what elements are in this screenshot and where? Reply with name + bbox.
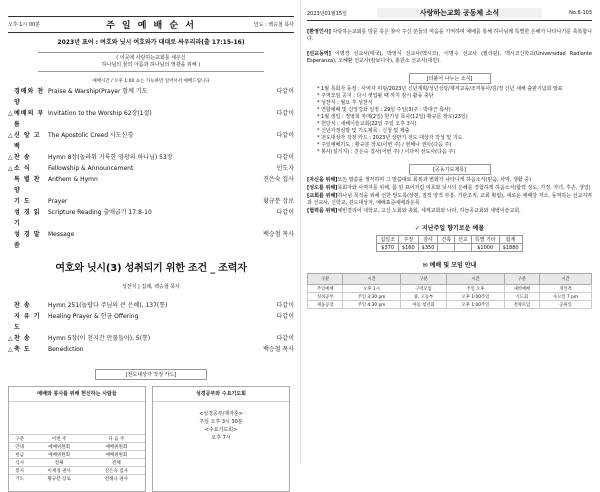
- news-item: * 연합예배 및 신앙강좌 일정 : 29일 주일(3)주 : 박대근 목사): [317, 107, 451, 113]
- volunteers-cell: 전체: [88, 459, 145, 467]
- prayer-item: [307, 193, 592, 207]
- worship-cell: 구역모임: [400, 285, 446, 293]
- offering-header-cell: 십일조: [377, 236, 399, 244]
- order-row: [8, 130, 294, 152]
- order-item-name: 신 앙 고 백: [14, 132, 41, 150]
- worship-cell: 주일 오후: [447, 285, 504, 293]
- order-item-name: 성 경 말 씀: [14, 231, 41, 249]
- order-row: [8, 163, 294, 174]
- volunteers-table: [9, 434, 145, 482]
- worship-order-list-2: [8, 300, 294, 355]
- volunteers-cell: 식사: [9, 459, 31, 467]
- order-item-name: 찬 송: [14, 302, 31, 309]
- order-item-detail: Healing Prayer & 헌금 Offering: [48, 313, 139, 320]
- order-item-name: 예배의 부름: [14, 110, 45, 128]
- order-row: [8, 229, 294, 251]
- order-row: [8, 300, 294, 311]
- order-mark: △: [8, 132, 13, 139]
- welcome-paragraph: [307, 29, 592, 43]
- volunteers-cell: 기도: [9, 475, 31, 483]
- order-item-name: 경배와 찬양: [14, 88, 45, 106]
- order-item-name: 소 식: [14, 165, 31, 172]
- worship-cell: 성경공부: [308, 293, 343, 301]
- info-boxes: [8, 386, 294, 492]
- volunteers-cell: 예배위원회: [31, 451, 88, 459]
- volunteers-cell: 이번 주: [31, 435, 88, 443]
- offering-value-cell: [438, 244, 455, 252]
- volunteers-cell: 전체: [31, 459, 88, 467]
- bible-study-box: [152, 386, 290, 492]
- order-mark: △: [8, 165, 13, 172]
- worship-row: [308, 293, 592, 301]
- volunteers-cell: 예배위원회: [88, 451, 145, 459]
- prayer-label: [성도를 위해]: [307, 185, 338, 191]
- order-item-person: 다같이: [276, 110, 294, 117]
- news-item: * 신년가정심방 및 기도제목 : 신청 및 제출: [317, 128, 410, 134]
- worship-order-header: [8, 16, 294, 33]
- worship-cell: 주일 4:30 pm: [343, 301, 400, 309]
- order-item-person: 다같이: [276, 209, 294, 216]
- prayer-item: [307, 177, 592, 184]
- order-item-person: 다같이: [276, 132, 294, 139]
- order-mark: △: [8, 346, 13, 353]
- worship-guide-table: [307, 273, 592, 309]
- prayer-text: 모든 말씀을 생각하며 그 말씀대로 회복과 변화가 나타나게 하옵소서(믿음, 사역, 생활 중): [337, 177, 532, 183]
- offering-title: ✓ 지난주일 향기로운 예물: [414, 225, 485, 232]
- bible-study-schedule: [153, 410, 289, 442]
- order-item-person: 백승철 목사: [263, 346, 294, 353]
- worship-header-row: [308, 274, 592, 285]
- worship-cell: 주일예배: [308, 285, 343, 293]
- worship-cell: 수요일 7 pm: [540, 293, 592, 301]
- news-item: * 1월 생일 : 정영희 자매(2일) 한기성 목사(12일) 황규문 장로(23일): [317, 114, 468, 120]
- offering-value-cell: $1000: [471, 244, 499, 252]
- volunteers-cell: 예배위원회: [88, 443, 145, 451]
- news-item: * 구역모임 공지 : 다시 셋업될 때 까지 잠시 활동 중단: [317, 93, 434, 99]
- order-row: [8, 311, 294, 333]
- order-item-detail: Message: [48, 231, 75, 238]
- order-item-name: 특 별 찬 양: [14, 176, 41, 194]
- order-row: [8, 174, 294, 196]
- order-item-person: 다같이: [276, 335, 294, 342]
- worship-cell: 오후 1시: [343, 285, 400, 293]
- prayer-text: 예빈결리어 대학교, 고신 노회와 총회, 세계교회와 나라, 하늘공교회와 새벽이슬교회.: [337, 208, 521, 214]
- volunteers-row: [9, 467, 145, 475]
- worship-cell: 오후 1:00주일: [447, 301, 504, 309]
- volunteers-header-row: [9, 435, 145, 443]
- worship-header-cell: 시간: [540, 274, 592, 285]
- bulletin-date: 2023년01월15일: [307, 10, 347, 17]
- news-list: [307, 86, 592, 156]
- prayer-label: [협력을 위해]: [307, 208, 338, 214]
- volunteers-row: [9, 459, 145, 467]
- worship-cell: 아동 청년회: [400, 301, 446, 309]
- order-item-person: 다같이: [276, 313, 294, 320]
- bulletin-number: No.6-103: [569, 10, 592, 16]
- volunteers-cell: 다 음 주: [88, 435, 145, 443]
- worship-header-cell: 시간: [343, 274, 400, 285]
- worship-order-title: 주 일 예 배 순 서: [106, 21, 196, 31]
- missionary-label: [선교동역]: [307, 51, 331, 57]
- offering-value-cell: [455, 244, 472, 252]
- offering-header-cell: 주정: [398, 236, 418, 244]
- volunteers-cell: 봉사: [9, 467, 31, 475]
- offering-header-cell: 선교: [455, 236, 472, 244]
- schedule-line: <수요기도회>: [204, 427, 238, 433]
- worship-row: [308, 301, 592, 309]
- schedule-line: 주일 오후 3시 30분: [199, 419, 243, 425]
- left-page: [0, 0, 300, 482]
- welcome-text: 사랑하는교회를 방문 혹은 찾아 주신 분들의 마음을 기억하며 예배를 통해 하나님께 특별한 은혜가 나타나기를 축복합니다.: [307, 29, 592, 42]
- year-motto: 2023년 표어 : 여호와 닛시 여호와가 대대로 싸우리라(출 17:15-16): [57, 39, 245, 46]
- worship-cell: 공휴일: [540, 301, 592, 309]
- order-item-name: 찬 송: [14, 154, 31, 161]
- worship-note: 예배시간 / 오후 1:00 쇼는 가능하면 일어서서 예배드립니다: [92, 79, 210, 84]
- volunteers-cell: 구분: [9, 435, 31, 443]
- offering-value-cell: $370: [377, 244, 399, 252]
- volunteers-cell: 전해나 권사: [88, 475, 145, 483]
- order-item-detail: Fellowship & Announcement: [48, 165, 134, 172]
- prayer-label: [자신을 위해]: [307, 177, 338, 183]
- order-item-detail: The Apostolic Creed 사도신경: [48, 132, 134, 139]
- order-row: [8, 196, 294, 207]
- order-item-person: 인도자: [276, 165, 294, 172]
- worship-order-list: [8, 86, 294, 251]
- offering-value-cell: $160: [398, 244, 418, 252]
- order-item-name: 축 도: [14, 346, 31, 353]
- news-item: * 성찬식 : 월요 후 성찬식: [317, 100, 373, 106]
- worship-cell: 주일 3:30 pm: [343, 293, 400, 301]
- worship-header-cell: 시간: [447, 274, 504, 285]
- volunteers-cell: 진은숙 집사: [88, 467, 145, 475]
- news-item: * 1월 목회자 동정 : 사역자 미팅/2023년 신년계획/성년성탕/제직교육/조직봉사/김/정 신년 새해 출판기념회 발표: [317, 86, 563, 92]
- order-item-detail: Hymn 8장(놀라워 거룩한 영광의 하나님) 53장: [48, 154, 173, 161]
- worship-cell: 제품공장: [308, 301, 343, 309]
- worship-header-cell: 구분: [308, 274, 343, 285]
- order-item-person: 진은숙 집사: [263, 176, 294, 183]
- worship-guide-title-text: 예배 및 모임 안내: [429, 262, 477, 269]
- news-item: * 헌당식 : 새해이슬교회(22일 주일 오후 3시): [317, 121, 417, 127]
- schedule-line: 오후 7시: [211, 435, 231, 441]
- service-leader: 인도 : 백승철 목사: [253, 22, 294, 28]
- order-item-detail: Anthem & Hymn: [48, 176, 98, 183]
- worship-cell: 오후 1:00주일: [447, 293, 504, 301]
- news-title: 사랑하는교회 공동체 소식: [377, 8, 542, 18]
- offering-value-cell: $1880: [499, 244, 522, 252]
- order-row: [8, 108, 294, 130]
- news-section-header: [더불어 나누는 소식]: [409, 73, 491, 84]
- order-item-name: 기 도: [14, 198, 31, 205]
- prayer-section-header: [공동기도제목]: [409, 164, 491, 175]
- prayer-item: [307, 208, 592, 215]
- order-row: [8, 152, 294, 163]
- order-item-detail: Benediction: [48, 346, 84, 353]
- volunteers-title: 예배와 봉사를 위해 헌신하는 사람들: [9, 387, 145, 402]
- volunteers-row: [9, 451, 145, 459]
- communion-note: 성찬식 | 집례, 백승철 목사: [122, 284, 180, 290]
- worship-cell: 새벽예배: [504, 285, 539, 293]
- order-item-person: 백승철 목사: [263, 231, 294, 238]
- order-item-detail: Hymn 5장(이 천지간 만물들아), 5(통): [48, 335, 151, 342]
- welcome-label: [환영인사]: [307, 29, 331, 35]
- order-item-person: 황규분 장로: [263, 198, 294, 205]
- missionary-text: 이병경 선교사(태국), 박영식 선교사(멕시코), 이명수 선교사 (필리핀), 멕시코신학교(Universidad Radiante Esperanza), 오혜환 선교사(캄보디아), 홍원소 선교사(대만).: [307, 51, 592, 64]
- offering-value-row: [377, 244, 522, 252]
- offering-header-cell: 합계: [499, 236, 522, 244]
- offering-header-row: [377, 236, 522, 244]
- news-item: * 봉사(설거지) : 진은숙 집사(이번 주) / 이다미 전도사(다음 주): [317, 149, 456, 155]
- offering-header-cell: 감사: [418, 236, 438, 244]
- volunteers-cell: 안내: [9, 443, 31, 451]
- prayer-text: 목회자와 사역자를 위해, 몸 된 표어처럼 여호와 닛시의 은혜를 경험하게 하옵소서(합력 성도: 가정, 자녀, 후손, 생업): [337, 185, 591, 191]
- order-item-detail: Scripture Reading 출애굽기 17:8-10: [48, 209, 152, 216]
- order-item-detail: Prayer: [48, 198, 68, 205]
- offering-title-text: 지난주일 향기로운 예물: [421, 225, 485, 232]
- prayer-item: [307, 185, 592, 192]
- order-item-detail: Praise & Warship(Prayer 함께 기도: [48, 88, 148, 95]
- volunteers-row: [9, 443, 145, 451]
- order-item-detail: Hymn 251(놀랍다 주님의 큰 은혜), 137(통): [48, 302, 168, 309]
- missionary-paragraph: [307, 51, 592, 65]
- offering-header-cell: 건축: [438, 236, 455, 244]
- volunteers-cell: 예배위원회: [31, 443, 88, 451]
- service-time: 오후 1시 00분: [8, 22, 41, 28]
- schedule-line: <성경공부/제자훈>: [199, 411, 243, 417]
- worship-header-cell: 구분: [504, 274, 539, 285]
- prayer-text: 하나님 목적을 위해 선한 말도록(상천, 질적 양적 부흥, 기관조직, 교회 확립), 새로운 예배당 처소, 동역하는 선교지역과 선교사, 신학교, 전도대상자, 예배표준예배과운목: [307, 193, 592, 206]
- sermon-title: 여호와 닛시(3) 성취되기 위한 조건 _ 조력자: [55, 263, 247, 274]
- bible-study-title: 성경공부와 수요기도회: [153, 387, 289, 402]
- order-row: [8, 333, 294, 344]
- order-row: [8, 207, 294, 229]
- order-mark: △: [8, 110, 13, 117]
- news-header: [307, 6, 592, 21]
- order-item-person: 다같이: [276, 154, 294, 161]
- vision-line: ( 이곳에 사랑하는교회를 세우신: [116, 55, 186, 61]
- volunteers-cell: 이재경 권사: [31, 467, 88, 475]
- news-item: * 전도대상자 작정 카드 : 2023년 상반기 전도 대상자 작성 및 기도: [317, 135, 463, 141]
- order-item-name: 지 유 기 도: [14, 313, 41, 331]
- right-page: [300, 0, 600, 464]
- order-item-person: 다같이: [276, 88, 294, 95]
- worship-cell: 중, 고등부: [400, 293, 446, 301]
- order-mark: △: [8, 335, 13, 342]
- church-vision: [38, 52, 264, 72]
- order-row: [8, 344, 294, 355]
- worship-header-cell: 구분: [400, 274, 446, 285]
- prayer-label: [교회를 위해]: [307, 193, 338, 199]
- offering-header-cell: 특별 기타: [471, 236, 499, 244]
- worship-cell: 전략모임: [504, 301, 539, 309]
- evangelism-card-header: [전도대상자 작정 카드]: [95, 369, 207, 380]
- order-item-name: 찬 송: [14, 335, 31, 342]
- worship-row: [308, 285, 592, 293]
- vision-line: 하나님의 꿈의 아름과 하나님의 영광을 위해 ): [101, 62, 201, 68]
- news-item: * 주일예배기도 : 황규분 장로(이번 주) / 현해나 권사(다음 주): [317, 142, 452, 148]
- offering-table: [376, 235, 522, 252]
- volunteers-cell: 황규분 장로: [31, 475, 88, 483]
- volunteers-row: [9, 475, 145, 483]
- order-item-detail: Invitation to the Worship 62장(1절): [48, 110, 152, 117]
- order-row: [8, 86, 294, 108]
- worship-cell: 기도회: [504, 293, 539, 301]
- prayer-list: [307, 177, 592, 215]
- order-mark: △: [8, 154, 13, 161]
- volunteers-box: [8, 386, 146, 492]
- worship-cell: 개인적: [540, 285, 592, 293]
- volunteers-cell: 헌금: [9, 451, 31, 459]
- order-item-name: 성 경 읽 기: [14, 209, 41, 227]
- worship-guide-title: ✉ 예배 및 모임 안내: [422, 262, 477, 269]
- order-item-person: 다같이: [276, 302, 294, 309]
- offering-value-cell: $350: [418, 244, 438, 252]
